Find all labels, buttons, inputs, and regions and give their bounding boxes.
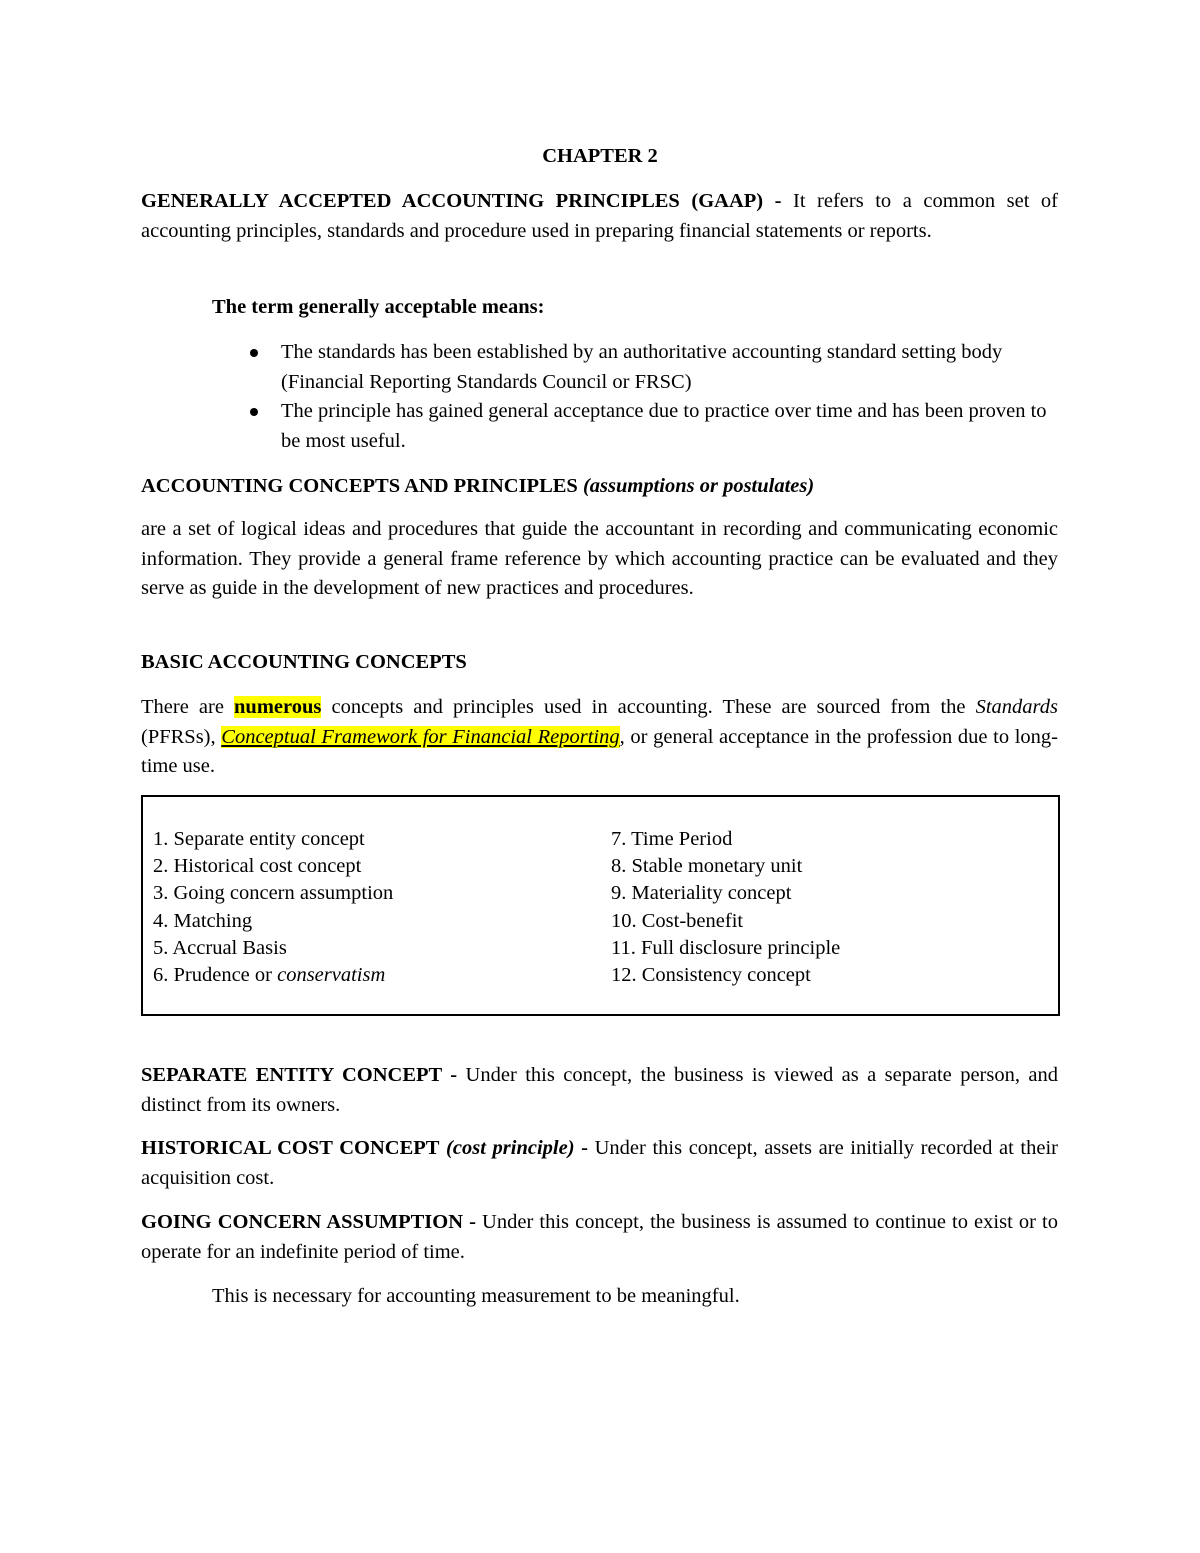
historical-cost-paragraph: HISTORICAL COST CONCEPT (cost principle) - Under this concept, assets are initially recorded at their acquisition cost.: [141, 1137, 1058, 1189]
highlight-numerous: numerous: [234, 696, 322, 718]
list-item: 8. Stable monetary unit: [611, 855, 803, 878]
gaap-term: GENERALLY ACCEPTED ACCOUNTING PRINCIPLES (GAAP) -: [141, 190, 782, 212]
concept-list-left: [153, 826, 593, 989]
term-meaning-heading: The term generally acceptable means:: [212, 296, 545, 318]
going-concern-note: This is necessary for accounting measurement to be meaningful.: [212, 1285, 740, 1307]
list-item: 2. Historical cost concept: [153, 855, 362, 878]
list-item: 6. Prudence or conservatism: [153, 964, 386, 987]
highlight-framework: Conceptual Framework for Financial Reporting: [221, 725, 620, 748]
list-item: The standards has been established by an authoritative accounting standard setting body (Financial Reporting Standards Council or FRSC): [245, 338, 1060, 397]
basic-concepts-heading: BASIC ACCOUNTING CONCEPTS: [141, 651, 467, 673]
list-item: 10. Cost-benefit: [611, 909, 744, 932]
list-item: The principle has gained general acceptance due to practice over time and has been proven to be most useful.: [245, 397, 1060, 456]
gaap-paragraph: [141, 187, 1058, 246]
list-item: 1. Separate entity concept: [153, 828, 365, 850]
basic-concepts-paragraph: There are numerous concepts and principles used in accounting. These are sourced from the Standards (PFRSs), Conceptual Framework for Financial Reporting, or general acceptance in the profession due to long-time use.: [141, 696, 1058, 777]
concepts-principles-body: are a set of logical ideas and procedures that guide the accountant in recording and communicating economic information. They provide a general frame reference by which accounting practice can be evaluated and they serve as guide in the development of new practices and procedures.: [141, 518, 1058, 599]
list-item: 5. Accrual Basis: [153, 936, 287, 959]
list-item: 9. Materiality concept: [611, 882, 792, 905]
list-item: 11. Full disclosure principle: [611, 936, 841, 959]
term-meaning-list: [245, 338, 1060, 456]
bullet-icon: [250, 408, 258, 416]
list-item: 12. Consistency concept: [611, 964, 811, 987]
list-item: 3. Going concern assumption: [153, 882, 394, 905]
gaap-definition: It refers to a common set of accounting principles, standards and procedure used in preparing financial statements or reports.: [141, 190, 1058, 242]
concepts-principles-heading: ACCOUNTING CONCEPTS AND PRINCIPLES (assumptions or postulates): [141, 475, 815, 497]
going-concern-paragraph: GOING CONCERN ASSUMPTION - Under this concept, the business is assumed to continue to exist or to operate for an indefinite period of time.: [141, 1211, 1059, 1263]
bullet-icon: [250, 349, 258, 357]
list-item: 7. Time Period: [611, 828, 733, 850]
concept-list-right: [611, 826, 1051, 989]
separate-entity-paragraph: SEPARATE ENTITY CONCEPT - Under this concept, the business is viewed as a separate person, and distinct from its owners.: [141, 1064, 1059, 1116]
chapter-title: CHAPTER 2: [542, 145, 658, 167]
list-item: 4. Matching: [153, 909, 253, 932]
